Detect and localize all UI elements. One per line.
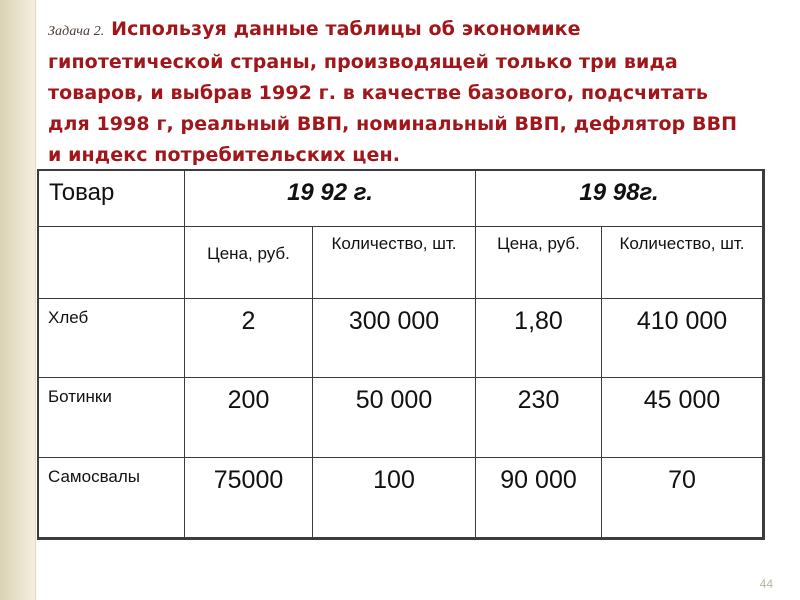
row-name: Самосвалы — [39, 458, 185, 538]
cell-qty-1992: 300 000 — [313, 299, 476, 378]
subheader-price-1992: Цена, руб. — [185, 227, 313, 299]
row-name: Ботинки — [39, 378, 185, 458]
table-row — [39, 299, 763, 378]
header-year-1998: 19 98г. — [476, 171, 763, 227]
cell-price-1992: 200 — [185, 378, 313, 458]
cell-qty-1998: 410 000 — [602, 299, 763, 378]
decorative-side-band — [0, 0, 36, 600]
table-subheader-row — [39, 227, 763, 299]
cell-qty-1998: 70 — [602, 458, 763, 538]
cell-qty-1992: 50 000 — [313, 378, 476, 458]
task-text: Используя данные таблицы об экономике гипотетической страны, производящей только три вида товаров, и выбрав 1992 г. в качестве базового, подсчитать для 1998 г, реальный ВВП, номинальный ВВП, дефлятор ВВП и индекс потребительских цен. — [48, 18, 738, 166]
task-label: Задача 2. — [48, 24, 105, 39]
table-row — [39, 378, 763, 458]
task-heading — [48, 14, 748, 171]
cell-price-1992: 2 — [185, 299, 313, 378]
subheader-qty-1998: Количество, шт. — [602, 227, 763, 299]
header-product: Товар — [39, 171, 185, 227]
subheader-qty-1992: Количество, шт. — [313, 227, 476, 299]
table-row — [39, 458, 763, 538]
header-year-1992: 19 92 г. — [185, 171, 476, 227]
cell-price-1998: 1,80 — [476, 299, 602, 378]
goods-table — [38, 170, 763, 538]
cell-price-1998: 90 000 — [476, 458, 602, 538]
cell-qty-1998: 45 000 — [602, 378, 763, 458]
cell-price-1992: 75000 — [185, 458, 313, 538]
row-name: Хлеб — [39, 299, 185, 378]
slide-number: 44 — [759, 577, 773, 591]
subheader-price-1998: Цена, руб. — [476, 227, 602, 299]
table-header-row — [39, 171, 763, 227]
cell-price-1998: 230 — [476, 378, 602, 458]
subheader-empty — [39, 227, 185, 299]
cell-qty-1992: 100 — [313, 458, 476, 538]
